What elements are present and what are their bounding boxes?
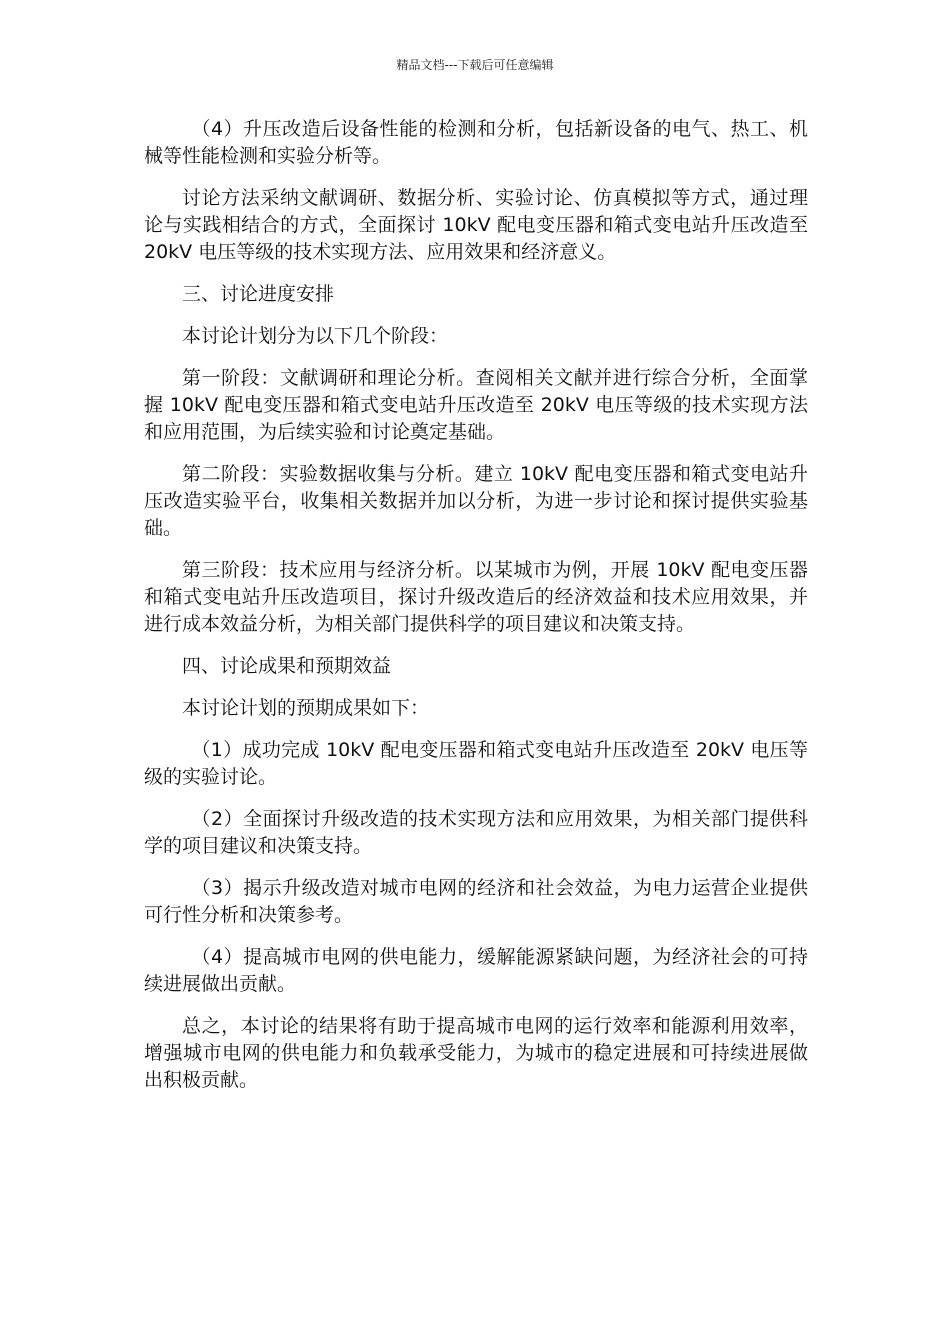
paragraph-outcomes-intro: 本讨论计划的预期成果如下： — [182, 697, 430, 719]
paragraph-stage-three: 第三阶段：技术应用与经济分析。以某城市为例，开展 10kV 配电变压器和箱式变电站升压改造项目，探讨升级改造后的经济效益和技术应用效果，并进行成本效益分析，为相关部门提供科学的项目建议和决策支持。 — [144, 559, 808, 635]
page-header: 精品文档---下载后可任意编辑 — [396, 58, 554, 72]
list-item-4-equipment-testing: （4）升压改造后设备性能的检测和分析，包括新设备的电气、热工、机械等性能检测和实验分析等。 — [144, 118, 808, 167]
paragraph-stages-intro: 本讨论计划分为以下几个阶段： — [182, 325, 449, 347]
document-body — [144, 116, 808, 1109]
section-heading-outcomes: 四、讨论成果和预期效益 — [182, 655, 392, 677]
section-heading-schedule: 三、讨论进度安排 — [182, 283, 335, 305]
paragraph-research-methods: 讨论方法采纳文献调研、数据分析、实验讨论、仿真模拟等方式，通过理论与实践相结合的方式，全面探讨 10kV 配电变压器和箱式变电站升压改造至 20kV 电压等级的技术实现方法、应用效果和经济意义。 — [144, 187, 808, 263]
paragraph-stage-one: 第一阶段：文献调研和理论分析。查阅相关文献并进行综合分析，全面掌握 10kV 配电变压器和箱式变电站升压改造至 20kV 电压等级的技术实现方法和应用范围，为后续实验和讨论奠定基础。 — [144, 367, 808, 443]
list-item-1-outcome: （1）成功完成 10kV 配电变压器和箱式变电站升压改造至 20kV 电压等级的实验讨论。 — [144, 739, 808, 788]
paragraph-stage-two: 第二阶段：实验数据收集与分析。建立 10kV 配电变压器和箱式变电站升压改造实验平台，收集相关数据并加以分析，为进一步讨论和探讨提供实验基础。 — [144, 463, 808, 539]
list-item-3-outcome: （3）揭示升级改造对城市电网的经济和社会效益，为电力运营企业提供可行性分析和决策参考。 — [144, 877, 808, 926]
list-item-2-outcome: （2）全面探讨升级改造的技术实现方法和应用效果，为相关部门提供科学的项目建议和决策支持。 — [144, 808, 808, 857]
paragraph-conclusion: 总之，本讨论的结果将有助于提高城市电网的运行效率和能源利用效率，增强城市电网的供电能力和负载承受能力，为城市的稳定进展和可持续进展做出积极贡献。 — [144, 1015, 808, 1091]
list-item-4-outcome: （4）提高城市电网的供电能力，缓解能源紧缺问题，为经济社会的可持续进展做出贡献。 — [144, 946, 808, 995]
